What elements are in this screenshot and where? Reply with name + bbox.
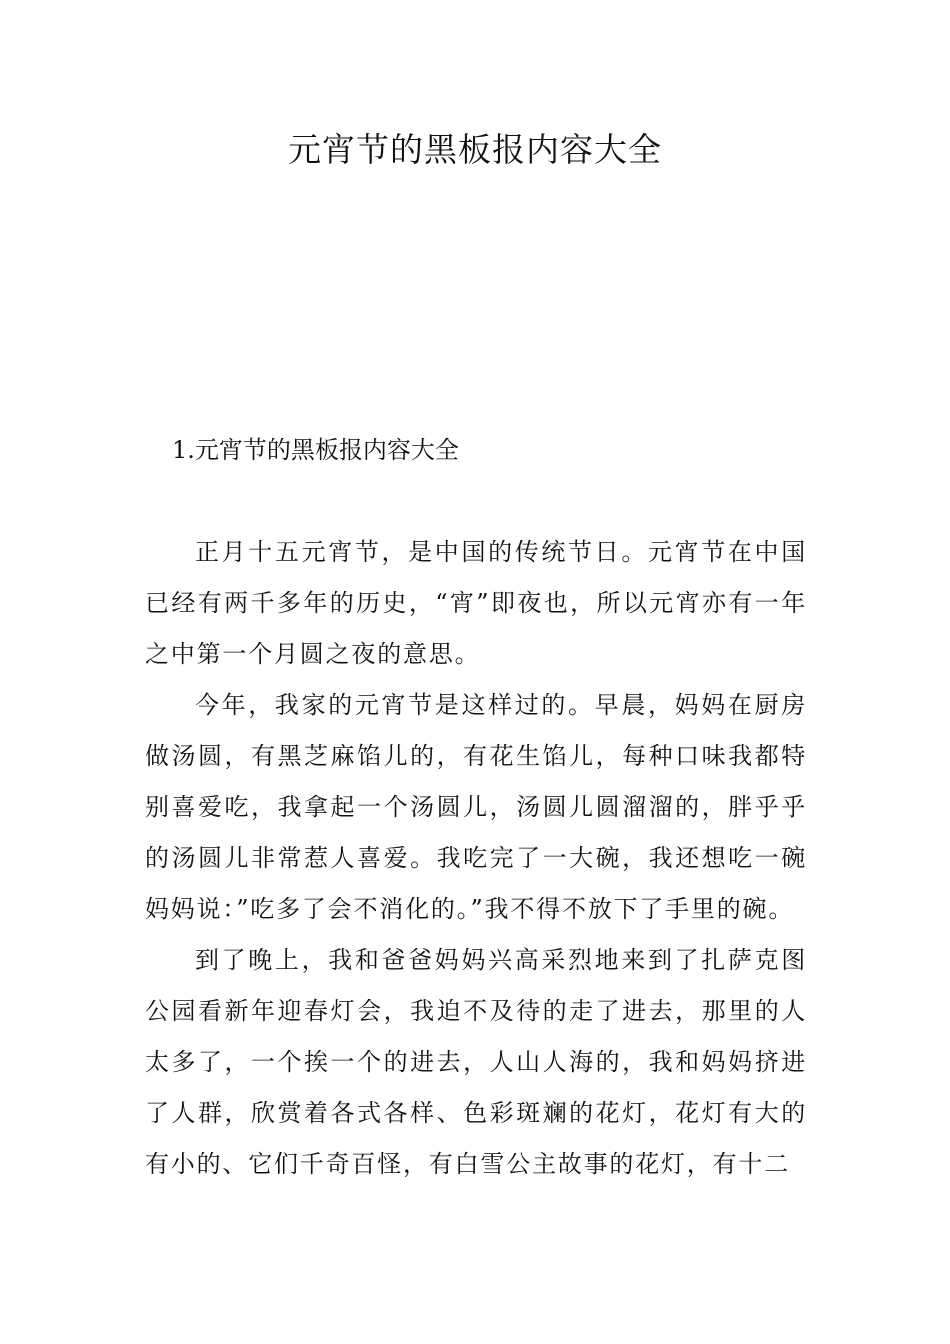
paragraph-1: 正月十五元宵节，是中国的传统节日。元宵节在中国已经有两千多年的历史，“宵”即夜也，所以元宵亦有一年之中第一个月圆之夜的意思。 — [145, 538, 807, 668]
body-text — [145, 527, 807, 1190]
paragraph-2: 今年，我家的元宵节是这样过的。早晨，妈妈在厨房做汤圆，有黑芝麻馅儿的，有花生馅儿，每种口味我都特别喜爱吃，我拿起一个汤圆儿，汤圆儿圆溜溜的，胖乎乎的汤圆儿非常惹人喜爱。我吃完了一大碗，我还想吃一碗妈妈说：”吃多了会不消化的。”我不得不放下了手里的碗。 — [145, 691, 807, 923]
page-title: 元宵节的黑板报内容大全 — [288, 130, 662, 169]
paragraph-3: 到了晚上，我和爸爸妈妈兴高采烈地来到了扎萨克图公园看新年迎春灯会，我迫不及待的走了进去，那里的人太多了，一个挨一个的进去，人山人海的，我和妈妈挤进了人群，欣赏着各式各样、色彩斑斓的花灯，花灯有大的有小的、它们千奇百怪，有白雪公主故事的花灯，有十二 — [145, 946, 807, 1178]
section-heading: 1.元宵节的黑板报内容大全 — [172, 436, 459, 464]
